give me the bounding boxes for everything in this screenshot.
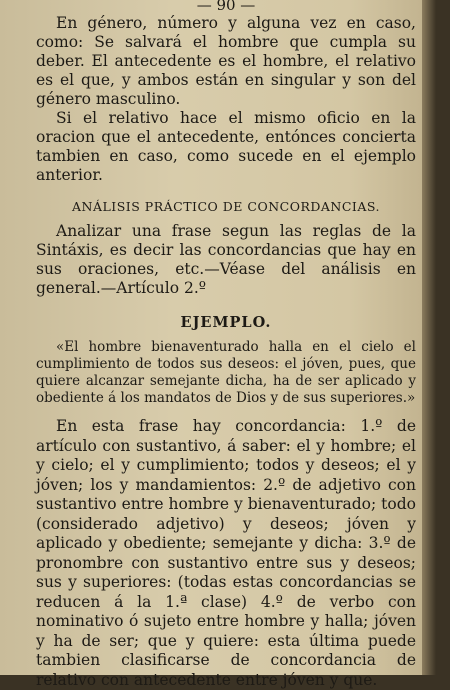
paragraph-2: Si el relativo hace el mismo oficio en la oracion que el antecedente, entónces concierta tambien en caso, como sucede en el ejemplo anterior.: [36, 109, 416, 184]
section-heading: ANÁLISIS PRÁCTICO DE CONCORDANCIAS.: [72, 199, 380, 214]
paragraph-1: En género, número y alguna vez en caso, como: Se salvará el hombre que cumpla su deber. El antecedente es el hombre, el relativo es el que, y ambos están en singular y son del género masculino.: [36, 14, 416, 108]
page-edge-shadow: [422, 0, 436, 675]
page-number: — 90 —: [196, 0, 256, 14]
example-heading: EJEMPLO.: [180, 314, 272, 331]
page-text-block: [36, 0, 416, 690]
example-quote: «El hombre bienaventurado halla en el cielo el cumplimiento de todos sus deseos: el jóven, pues, que quiere alcanzar semejante dicha, ha de ser aplicado y obediente á los mandatos de Dios y de sus superiores.»: [36, 339, 416, 406]
paragraph-3: Analizar una frase segun las reglas de la Sintáxis, es decir las concordancias que hay en sus oraciones, etc.—Véase del análisis en general.—Artículo 2.º: [36, 222, 416, 297]
paragraph-4: En esta frase hay concordancia: 1.º de artículo con sustantivo, á saber: el y hombre; el y cielo; el y cumplimiento; todos y deseos; el y jóven; los y mandamientos: 2.º de adjetivo con sustantivo entre hombre y bienaventurado; todo (considerado adjetivo) y deseos; jóven y aplicado y obediente; semejante y dicha: 3.º de pronombre con sustantivo entre sus y deseos; sus y superiores: (todas estas concordancias se reducen á la 1.ª clase) 4.º de verbo con nominativo ó sujeto entre hombre y halla; jóven y ha de ser; que y quiere: esta última puede tambien clasificarse de concordancia de relativo con antecedente entre jóven y que.: [36, 417, 416, 689]
